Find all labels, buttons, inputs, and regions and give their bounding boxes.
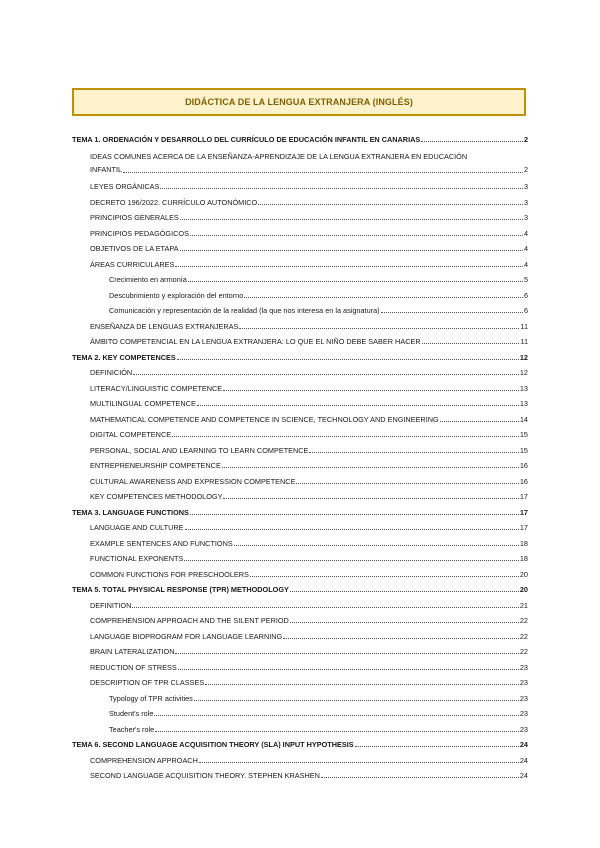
toc-page-number: 5 [523,275,528,284]
toc-entry-text: KEY COMPETENCES METHODOLOGY [90,492,223,501]
dot-leader [422,343,520,344]
toc-entry-text: COMPREHENSION APPROACH AND THE SILENT PERIOD [90,616,289,625]
toc-entry-text: LITERACY/LINGUISTIC COMPETENCE [90,383,223,393]
toc-entry[interactable] [72,209,528,225]
toc-entry[interactable] [72,224,528,240]
toc-page-number: 23 [519,724,528,734]
dot-leader [132,607,519,608]
toc-entry-text: DIGITAL COMPETENCE [90,430,172,439]
toc-page-number: 2 [523,164,528,174]
dot-leader [239,328,519,329]
dot-leader [421,141,523,142]
toc-entry-text: Crecimiento en armonía [109,275,187,284]
toc-page-number: 20 [519,569,528,579]
toc-entry-text: TEMA 2. KEY COMPETENCES [72,352,176,362]
dot-leader [180,219,523,220]
toc-page-number: 24 [519,771,528,780]
toc-entry-text: PRINCIPIOS PEDAGÓGICOS [90,228,189,238]
toc-chapter-entry[interactable] [72,348,528,364]
dot-leader [172,436,519,437]
dot-leader [296,483,518,484]
toc-page-number: 23 [519,678,528,687]
toc-page-number: 22 [519,616,528,625]
dot-leader [290,591,519,592]
toc-entry[interactable] [72,658,528,674]
toc-entry-text: LANGUAGE BIOPROGRAM FOR LANGUAGE LEARNING [90,631,283,641]
toc-entry[interactable] [72,240,528,256]
toc-entry[interactable] [72,317,528,333]
toc-page-number: 24 [519,740,528,749]
toc-page-number: 4 [523,244,528,253]
dot-leader [123,172,523,173]
toc-entry-text: PERSONAL, SOCIAL AND LEARNING TO LEARN COMPETENCE [90,445,309,455]
toc-chapter-entry[interactable] [72,736,528,752]
toc-entry-text: DEFINICIÓN [90,368,133,377]
dot-leader [190,514,519,515]
toc-entry-text: IDEAS COMUNES ACERCA DE LA ENSEÑANZA-APRENDIZAJE DE LA LENGUA EXTRANJERA EN EDUCACIÓN [90,151,468,161]
toc-page-number: 20 [519,585,528,594]
toc-entry-text: COMMON FUNCTIONS FOR PRESCHOOLERS [90,569,249,579]
toc-page-number: 14 [519,414,528,424]
toc-entry[interactable] [72,751,528,767]
toc-entry[interactable] [72,457,528,473]
toc-page-number: 3 [523,213,528,222]
toc-page-number: 15 [519,445,528,455]
dot-leader [188,281,523,282]
dot-leader [190,235,523,236]
toc-entry[interactable] [72,255,528,271]
dot-leader [440,421,519,422]
toc-page-number: 6 [523,290,528,300]
toc-entry-text: ENSEÑANZA DE LENGUAS EXTRANJERAS [90,321,239,331]
toc-entry-text: Descubrimiento y exploración del entorno [109,290,244,300]
dot-leader [175,266,523,267]
toc-entry[interactable] [72,364,528,380]
toc-page-number: 18 [519,554,528,563]
toc-entry-text: ÁREAS CURRICULARES [90,259,175,269]
dot-leader [194,700,519,701]
toc-entry-text: ÁMBITO COMPETENCIAL EN LA LENGUA EXTRANJERA: LO QUE EL NIÑO DEBE SABER HACER [90,337,421,346]
toc-page-number: 6 [523,306,528,315]
toc-entry-text: CULTURAL AWARENESS AND EXPRESSION COMPETENCE [90,476,296,486]
toc-entry-text: DESCRIPTION OF TPR CLASSES [90,678,205,687]
toc-entry[interactable] [72,643,528,659]
toc-page-number: 17 [519,523,528,532]
toc-entry[interactable] [72,410,528,426]
toc-page-number: 24 [519,755,528,765]
dot-leader [290,622,519,623]
toc-entry-text: EXAMPLE SENTENCES AND FUNCTIONS [90,538,233,548]
dot-leader [205,684,519,685]
toc-entry[interactable] [72,674,528,690]
toc-entry-text: Comunicación y representación de la realidad (la que nos interesa en la asignatura) [109,306,380,315]
toc-page-number: 3 [523,197,528,207]
dot-leader [155,731,519,732]
toc-page-number: 23 [519,662,528,672]
toc-entry[interactable] [72,271,528,287]
toc-page-number: 2 [523,134,528,144]
toc-page-number: 18 [519,538,528,548]
toc-entry-text: LEYES ORGÁNICAS [90,182,160,191]
toc-page-number: 11 [520,321,528,331]
dot-leader [178,669,519,670]
toc-entry-text: DECRETO 196/2022. CURRÍCULO AUTONÓMICO [90,197,258,207]
toc-page-number: 23 [519,693,528,703]
toc-page-number: 11 [520,337,528,346]
dot-leader [222,467,519,468]
toc-page-number: 3 [523,182,528,191]
toc-entry[interactable] [72,565,528,581]
toc-page-number: 12 [519,368,528,377]
dot-leader [180,250,523,251]
dot-leader [244,297,523,298]
toc-entry-text: Typology of TPR activities [109,693,193,703]
toc-entry[interactable] [72,193,528,209]
dot-leader [160,188,523,189]
dot-leader [197,405,519,406]
dot-leader [133,374,519,375]
toc-entry[interactable] [72,627,528,643]
toc-entry-text: COMPREHENSION APPROACH [90,755,198,765]
toc-entry[interactable] [72,705,528,721]
toc-entry-text: OBJETIVOS DE LA ETAPA [90,244,179,253]
dot-leader [283,638,519,639]
toc-entry-text: LANGUAGE AND CULTURE [90,523,184,532]
toc-page-number: 21 [519,600,528,610]
toc-entry[interactable] [72,596,528,612]
toc-entry[interactable] [72,689,528,705]
dot-leader [321,777,519,778]
dot-leader [223,498,518,499]
toc-entry-text: PRINCIPIOS GENERALES [90,213,179,222]
toc-entry[interactable] [72,286,528,302]
toc-page-number: 16 [519,476,528,486]
toc-entry[interactable] [72,379,528,395]
toc-entry[interactable] [72,441,528,457]
toc-entry[interactable] [72,426,528,442]
dot-leader [234,545,519,546]
toc-page-number: 17 [519,507,528,517]
toc-entry-text: TEMA 1. ORDENACIÓN Y DESARROLLO DEL CURRÍCULO DE EDUCACIÓN INFANTIL EN CANARIAS [72,134,421,144]
document-title: DIDÁCTICA DE LA LENGUA EXTRANJERA (INGLÉS) [72,88,526,116]
toc-entry[interactable] [72,302,528,318]
toc-page-number: 17 [519,492,528,501]
dot-leader [355,746,519,747]
toc-entry-text: TEMA 5. TOTAL PHYSICAL RESPONSE (TPR) METHODOLOGY [72,585,289,594]
toc-entry[interactable] [72,534,528,550]
toc-page-number: 4 [523,228,528,238]
toc-page-number: 4 [523,259,528,269]
toc-chapter-entry[interactable] [72,581,528,597]
dot-leader [223,390,519,391]
dot-leader [199,762,519,763]
dot-leader [309,452,518,453]
toc-entry-text: FUNCTIONAL EXPONENTS [90,554,184,563]
table-of-contents [72,130,528,782]
toc-entry-text: TEMA 3. LANGUAGE FUNCTIONS [72,507,189,517]
toc-chapter-entry[interactable] [72,130,528,146]
dot-leader [185,529,519,530]
toc-entry[interactable] [72,550,528,566]
toc-page-number: 15 [519,430,528,439]
toc-entry[interactable] [72,178,528,194]
toc-page-number: 13 [519,383,528,393]
dot-leader [381,312,523,313]
toc-entry-text: REDUCTION OF STRESS [90,662,177,672]
toc-page-number: 22 [519,647,528,656]
toc-entry[interactable] [72,488,528,504]
toc-entry-text: INFANTIL [90,164,123,174]
toc-entry[interactable] [72,333,528,349]
toc-entry[interactable] [72,472,528,488]
dot-leader [177,359,519,360]
toc-entry[interactable] [72,395,528,411]
toc-entry-text: TEMA 6. SECOND LANGUAGE ACQUISITION THEORY (SLA) INPUT HYPOTHESIS [72,740,354,749]
toc-page-number: 23 [519,709,528,718]
toc-chapter-entry[interactable] [72,503,528,519]
dot-leader [175,653,518,654]
toc-page-number: 22 [519,631,528,641]
toc-entry-text: BRAIN LATERALIZATION [90,647,175,656]
toc-entry-text: Student's role [109,709,154,718]
dot-leader [258,204,523,205]
toc-entry[interactable] [72,612,528,628]
toc-page-number: 12 [519,352,528,362]
toc-page-number: 13 [519,399,528,408]
toc-entry-text: MULTILINGUAL COMPETENCE [90,399,196,408]
dot-leader [250,576,519,577]
dot-leader [184,560,518,561]
toc-entry[interactable] [72,146,528,178]
toc-entry[interactable] [72,519,528,535]
toc-entry-text: SECOND LANGUAGE ACQUISITION THEORY. STEPHEN KRASHEN [90,771,320,780]
dot-leader [154,715,518,716]
toc-entry-text: ENTREPRENEURSHIP COMPETENCE [90,461,221,470]
toc-entry-text: DEFINITION [90,600,132,610]
toc-entry-text: Teacher's role [109,724,155,734]
toc-page-number: 16 [519,461,528,470]
toc-entry-text: MATHEMATICAL COMPETENCE AND COMPETENCE IN SCIENCE, TECHNOLOGY AND ENGINEERING [90,414,439,424]
toc-entry[interactable] [72,720,528,736]
toc-entry[interactable] [72,767,528,783]
